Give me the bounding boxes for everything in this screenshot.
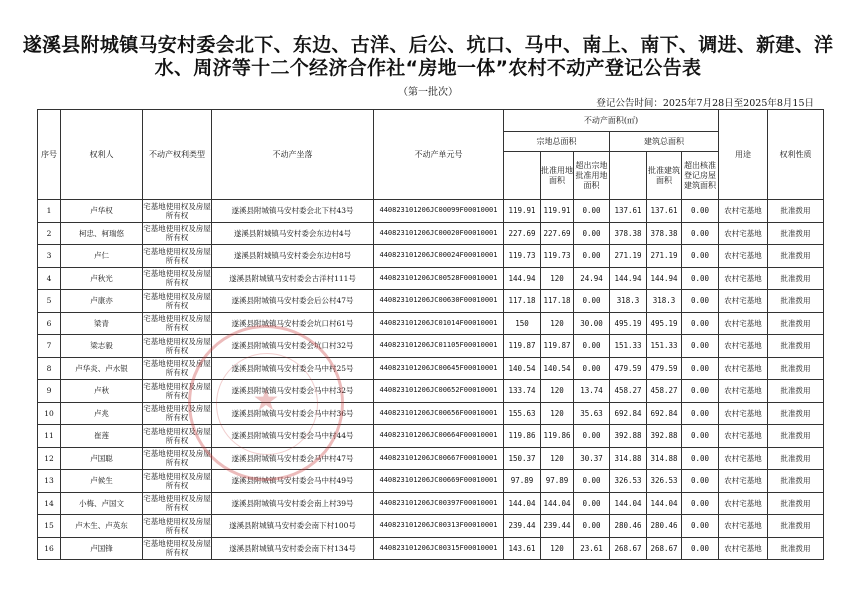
table-row xyxy=(38,492,824,515)
location-cell: 遂溪县附城镇马安村委会马中村25号 xyxy=(212,357,374,380)
land-approved-cell: 120 xyxy=(541,267,574,290)
nature-cell: 批准拨用 xyxy=(768,380,824,403)
land-excess-cell: 0.00 xyxy=(574,222,610,245)
right-type-cell: 宅基地使用权及房屋所有权 xyxy=(143,425,212,448)
land-excess-cell: 23.61 xyxy=(574,537,610,560)
land-approved-cell: 140.54 xyxy=(541,357,574,380)
land-excess-cell: 0.00 xyxy=(574,245,610,268)
unit-no-cell: 440823101206JC00630F00010001 xyxy=(374,290,504,313)
page-title-line-2: 水、周济等十二个经济合作社“房地一体”农村不动产登记公告表 xyxy=(154,57,702,79)
location-cell: 遂溪县附城镇马安村委会马中村32号 xyxy=(212,380,374,403)
table-row xyxy=(38,402,824,425)
building-area-cell: 392.88 xyxy=(610,425,647,448)
usage-cell: 农村宅基地 xyxy=(719,200,768,223)
seq-cell: 9 xyxy=(38,380,61,403)
usage-cell: 农村宅基地 xyxy=(719,267,768,290)
location-cell: 遂溪县附城镇马安村委会后公村47号 xyxy=(212,290,374,313)
building-area-cell: 314.88 xyxy=(610,447,647,470)
unit-no-cell: 440823101206JC01014F00010001 xyxy=(374,312,504,335)
location-cell: 遂溪县附城镇马安村委会马中村47号 xyxy=(212,447,374,470)
land-approved-cell: 120 xyxy=(541,447,574,470)
building-excess-cell: 0.00 xyxy=(682,335,719,358)
building-excess-cell: 0.00 xyxy=(682,312,719,335)
owner-cell: 卢木生、卢英东 xyxy=(61,515,143,538)
usage-cell: 农村宅基地 xyxy=(719,357,768,380)
land-approved-cell: 119.87 xyxy=(541,335,574,358)
right-type-cell: 宅基地使用权及房屋所有权 xyxy=(143,470,212,493)
seq-cell: 12 xyxy=(38,447,61,470)
building-area-cell: 144.04 xyxy=(610,492,647,515)
location-cell: 遂溪县附城镇马安村委会南下村100号 xyxy=(212,515,374,538)
header-usage: 用途 xyxy=(719,110,768,200)
owner-cell: 卢候生 xyxy=(61,470,143,493)
owner-cell: 卢仁 xyxy=(61,245,143,268)
building-area-cell: 479.59 xyxy=(610,357,647,380)
building-excess-cell: 0.00 xyxy=(682,222,719,245)
table-row xyxy=(38,222,824,245)
table-row xyxy=(38,267,824,290)
table-row xyxy=(38,537,824,560)
owner-cell: 卢兆 xyxy=(61,402,143,425)
usage-cell: 农村宅基地 xyxy=(719,312,768,335)
location-cell: 遂溪县附城镇马安村委会南下村134号 xyxy=(212,537,374,560)
seq-cell: 3 xyxy=(38,245,61,268)
land-area-cell: 119.87 xyxy=(504,335,541,358)
building-approved-cell: 280.46 xyxy=(647,515,682,538)
usage-cell: 农村宅基地 xyxy=(719,537,768,560)
nature-cell: 批准拨用 xyxy=(768,290,824,313)
usage-cell: 农村宅基地 xyxy=(719,380,768,403)
usage-cell: 农村宅基地 xyxy=(719,402,768,425)
land-excess-cell: 24.94 xyxy=(574,267,610,290)
building-approved-cell: 378.38 xyxy=(647,222,682,245)
unit-no-cell: 440823101206JC00313F00010001 xyxy=(374,515,504,538)
building-excess-cell: 0.00 xyxy=(682,200,719,223)
right-type-cell: 宅基地使用权及房屋所有权 xyxy=(143,492,212,515)
right-type-cell: 宅基地使用权及房屋所有权 xyxy=(143,447,212,470)
announcement-period: 登记公告时间：2025年7月28日至2025年8月15日 xyxy=(596,98,814,109)
unit-no-cell: 440823101206JC00397F00010001 xyxy=(374,492,504,515)
building-approved-cell: 144.94 xyxy=(647,267,682,290)
header-right-type: 不动产权利类型 xyxy=(143,110,212,200)
land-area-cell: 97.89 xyxy=(504,470,541,493)
land-area-cell: 150.37 xyxy=(504,447,541,470)
right-type-cell: 宅基地使用权及房屋所有权 xyxy=(143,402,212,425)
owner-cell: 卢秋光 xyxy=(61,267,143,290)
land-area-cell: 117.18 xyxy=(504,290,541,313)
building-area-cell: 692.84 xyxy=(610,402,647,425)
unit-no-cell: 440823101206JC00315F00010001 xyxy=(374,537,504,560)
seq-cell: 5 xyxy=(38,290,61,313)
building-area-cell: 326.53 xyxy=(610,470,647,493)
header-seq: 序号 xyxy=(38,110,61,200)
location-cell: 遂溪县附城镇马安村委会坑口村61号 xyxy=(212,312,374,335)
land-excess-cell: 0.00 xyxy=(574,335,610,358)
land-area-cell: 150 xyxy=(504,312,541,335)
unit-no-cell: 440823101206JC00020F00010001 xyxy=(374,222,504,245)
right-type-cell: 宅基地使用权及房屋所有权 xyxy=(143,290,212,313)
seq-cell: 1 xyxy=(38,200,61,223)
land-area-cell: 133.74 xyxy=(504,380,541,403)
land-excess-cell: 13.74 xyxy=(574,380,610,403)
land-approved-cell: 119.86 xyxy=(541,425,574,448)
seq-cell: 11 xyxy=(38,425,61,448)
unit-no-cell: 440823101206JC00669F00010001 xyxy=(374,470,504,493)
owner-cell: 卢国锋 xyxy=(61,537,143,560)
owner-cell: 柯忠、柯瑞悠 xyxy=(61,222,143,245)
owner-cell: 卢华炎、卢水银 xyxy=(61,357,143,380)
land-area-cell: 155.63 xyxy=(504,402,541,425)
land-approved-cell: 119.91 xyxy=(541,200,574,223)
building-excess-cell: 0.00 xyxy=(682,515,719,538)
table-row xyxy=(38,425,824,448)
owner-cell: 卢秋 xyxy=(61,380,143,403)
usage-cell: 农村宅基地 xyxy=(719,425,768,448)
right-type-cell: 宅基地使用权及房屋所有权 xyxy=(143,200,212,223)
right-type-cell: 宅基地使用权及房屋所有权 xyxy=(143,245,212,268)
land-area-cell: 119.86 xyxy=(504,425,541,448)
building-excess-cell: 0.00 xyxy=(682,290,719,313)
usage-cell: 农村宅基地 xyxy=(719,335,768,358)
land-excess-cell: 0.00 xyxy=(574,492,610,515)
right-type-cell: 宅基地使用权及房屋所有权 xyxy=(143,222,212,245)
building-excess-cell: 0.00 xyxy=(682,380,719,403)
land-excess-cell: 0.00 xyxy=(574,290,610,313)
usage-cell: 农村宅基地 xyxy=(719,515,768,538)
building-approved-cell: 692.84 xyxy=(647,402,682,425)
right-type-cell: 宅基地使用权及房屋所有权 xyxy=(143,380,212,403)
land-area-cell: 140.54 xyxy=(504,357,541,380)
land-area-cell: 119.73 xyxy=(504,245,541,268)
building-area-cell: 378.38 xyxy=(610,222,647,245)
seq-cell: 16 xyxy=(38,537,61,560)
building-approved-cell: 268.67 xyxy=(647,537,682,560)
nature-cell: 批准拨用 xyxy=(768,245,824,268)
owner-cell: 卢康亦 xyxy=(61,290,143,313)
land-approved-cell: 144.04 xyxy=(541,492,574,515)
building-approved-cell: 479.59 xyxy=(647,357,682,380)
land-excess-cell: 35.63 xyxy=(574,402,610,425)
building-approved-cell: 144.04 xyxy=(647,492,682,515)
owner-cell: 梁青 xyxy=(61,312,143,335)
header-building-group: 建筑总面积 xyxy=(610,132,719,152)
building-excess-cell: 0.00 xyxy=(682,492,719,515)
right-type-cell: 宅基地使用权及房屋所有权 xyxy=(143,537,212,560)
nature-cell: 批准拨用 xyxy=(768,515,824,538)
table-row xyxy=(38,200,824,223)
building-excess-cell: 0.00 xyxy=(682,447,719,470)
right-type-cell: 宅基地使用权及房屋所有权 xyxy=(143,515,212,538)
building-area-cell: 268.67 xyxy=(610,537,647,560)
header-nature: 权利性质 xyxy=(768,110,824,200)
unit-no-cell: 440823101206JC00656F00010001 xyxy=(374,402,504,425)
header-area-group: 不动产面积(㎡) xyxy=(504,110,719,132)
batch-subtitle: （第一批次） xyxy=(398,87,458,98)
owner-cell: 崔莲 xyxy=(61,425,143,448)
location-cell: 遂溪县附城镇马安村委会古洋村111号 xyxy=(212,267,374,290)
land-area-cell: 143.61 xyxy=(504,537,541,560)
unit-no-cell: 440823101206JC00528F00010001 xyxy=(374,267,504,290)
land-area-cell: 144.94 xyxy=(504,267,541,290)
table-row xyxy=(38,447,824,470)
building-approved-cell: 151.33 xyxy=(647,335,682,358)
unit-no-cell: 440823101206JC00652F00010001 xyxy=(374,380,504,403)
seq-cell: 14 xyxy=(38,492,61,515)
table-row xyxy=(38,470,824,493)
location-cell: 遂溪县附城镇马安村委会马中村49号 xyxy=(212,470,374,493)
owner-cell: 卢国聪 xyxy=(61,447,143,470)
building-area-cell: 144.94 xyxy=(610,267,647,290)
unit-no-cell: 440823101206JC00099F00010001 xyxy=(374,200,504,223)
location-cell: 遂溪县附城镇马安村委会坑口村32号 xyxy=(212,335,374,358)
owner-cell: 卢华权 xyxy=(61,200,143,223)
right-type-cell: 宅基地使用权及房屋所有权 xyxy=(143,312,212,335)
building-approved-cell: 314.88 xyxy=(647,447,682,470)
owner-cell: 小梅、卢国文 xyxy=(61,492,143,515)
usage-cell: 农村宅基地 xyxy=(719,245,768,268)
table-row xyxy=(38,515,824,538)
building-approved-cell: 458.27 xyxy=(647,380,682,403)
land-area-cell: 227.69 xyxy=(504,222,541,245)
header-location: 不动产坐落 xyxy=(212,110,374,200)
seq-cell: 6 xyxy=(38,312,61,335)
location-cell: 遂溪县附城镇马安村委会马中村36号 xyxy=(212,402,374,425)
building-area-cell: 495.19 xyxy=(610,312,647,335)
nature-cell: 批准拨用 xyxy=(768,492,824,515)
usage-cell: 农村宅基地 xyxy=(719,492,768,515)
land-approved-cell: 119.73 xyxy=(541,245,574,268)
unit-no-cell: 440823101206JC00645F00010001 xyxy=(374,357,504,380)
right-type-cell: 宅基地使用权及房屋所有权 xyxy=(143,267,212,290)
header-land-excess: 超出宗地批准用地面积 xyxy=(574,152,610,200)
land-approved-cell: 239.44 xyxy=(541,515,574,538)
building-excess-cell: 0.00 xyxy=(682,267,719,290)
table-row xyxy=(38,312,824,335)
owner-cell: 梁志毅 xyxy=(61,335,143,358)
building-excess-cell: 0.00 xyxy=(682,537,719,560)
location-cell: 遂溪县附城镇马安村委会马中村44号 xyxy=(212,425,374,448)
seq-cell: 7 xyxy=(38,335,61,358)
table-row xyxy=(38,357,824,380)
land-excess-cell: 0.00 xyxy=(574,515,610,538)
nature-cell: 批准拨用 xyxy=(768,537,824,560)
seq-cell: 13 xyxy=(38,470,61,493)
right-type-cell: 宅基地使用权及房屋所有权 xyxy=(143,335,212,358)
location-cell: 遂溪县附城镇马安村委会东边村4号 xyxy=(212,222,374,245)
official-seal: ★ xyxy=(188,325,344,481)
land-area-cell: 144.04 xyxy=(504,492,541,515)
land-approved-cell: 117.18 xyxy=(541,290,574,313)
land-excess-cell: 0.00 xyxy=(574,200,610,223)
registration-table xyxy=(37,109,824,560)
building-area-cell: 137.61 xyxy=(610,200,647,223)
header-unit-no: 不动产单元号 xyxy=(374,110,504,200)
header-owner: 权利人 xyxy=(61,110,143,200)
building-approved-cell: 137.61 xyxy=(647,200,682,223)
building-area-cell: 271.19 xyxy=(610,245,647,268)
building-approved-cell: 318.3 xyxy=(647,290,682,313)
land-approved-cell: 120 xyxy=(541,312,574,335)
building-approved-cell: 326.53 xyxy=(647,470,682,493)
building-excess-cell: 0.00 xyxy=(682,425,719,448)
seq-cell: 2 xyxy=(38,222,61,245)
building-approved-cell: 392.88 xyxy=(647,425,682,448)
building-excess-cell: 0.00 xyxy=(682,470,719,493)
location-cell: 遂溪县附城镇马安村委会东边村8号 xyxy=(212,245,374,268)
nature-cell: 批准拨用 xyxy=(768,447,824,470)
land-excess-cell: 0.00 xyxy=(574,470,610,493)
land-area-cell: 239.44 xyxy=(504,515,541,538)
building-area-cell: 318.3 xyxy=(610,290,647,313)
land-approved-cell: 120 xyxy=(541,380,574,403)
seq-cell: 8 xyxy=(38,357,61,380)
header-land-group: 宗地总面积 xyxy=(504,132,610,152)
header-building-approved: 批准建筑面积 xyxy=(647,152,682,200)
nature-cell: 批准拨用 xyxy=(768,402,824,425)
right-type-cell: 宅基地使用权及房屋所有权 xyxy=(143,357,212,380)
nature-cell: 批准拨用 xyxy=(768,267,824,290)
land-excess-cell: 30.37 xyxy=(574,447,610,470)
table-row xyxy=(38,380,824,403)
table-row xyxy=(38,290,824,313)
building-approved-cell: 271.19 xyxy=(647,245,682,268)
nature-cell: 批准拨用 xyxy=(768,357,824,380)
land-excess-cell: 0.00 xyxy=(574,357,610,380)
nature-cell: 批准拨用 xyxy=(768,425,824,448)
nature-cell: 批准拨用 xyxy=(768,222,824,245)
location-cell: 遂溪县附城镇马安村委会北下村43号 xyxy=(212,200,374,223)
land-excess-cell: 30.00 xyxy=(574,312,610,335)
building-approved-cell: 495.19 xyxy=(647,312,682,335)
usage-cell: 农村宅基地 xyxy=(719,447,768,470)
land-excess-cell: 0.00 xyxy=(574,425,610,448)
seq-cell: 15 xyxy=(38,515,61,538)
land-approved-cell: 227.69 xyxy=(541,222,574,245)
unit-no-cell: 440823101206JC00664F00010001 xyxy=(374,425,504,448)
land-area-cell: 119.91 xyxy=(504,200,541,223)
usage-cell: 农村宅基地 xyxy=(719,470,768,493)
nature-cell: 批准拨用 xyxy=(768,470,824,493)
unit-no-cell: 440823101206JC00024F00010001 xyxy=(374,245,504,268)
nature-cell: 批准拨用 xyxy=(768,200,824,223)
header-building-excess: 超出核准登记房屋建筑面积 xyxy=(682,152,719,200)
table-row xyxy=(38,335,824,358)
location-cell: 遂溪县附城镇马安村委会南上村39号 xyxy=(212,492,374,515)
header-land-approved: 批准用地面积 xyxy=(541,152,574,200)
seq-cell: 4 xyxy=(38,267,61,290)
building-area-cell: 151.33 xyxy=(610,335,647,358)
table-row xyxy=(38,245,824,268)
seq-cell: 10 xyxy=(38,402,61,425)
building-area-cell: 280.46 xyxy=(610,515,647,538)
usage-cell: 农村宅基地 xyxy=(719,222,768,245)
building-excess-cell: 0.00 xyxy=(682,357,719,380)
land-approved-cell: 120 xyxy=(541,537,574,560)
land-approved-cell: 97.89 xyxy=(541,470,574,493)
unit-no-cell: 440823101206JC00667F00010001 xyxy=(374,447,504,470)
building-area-cell: 458.27 xyxy=(610,380,647,403)
nature-cell: 批准拨用 xyxy=(768,335,824,358)
nature-cell: 批准拨用 xyxy=(768,312,824,335)
unit-no-cell: 440823101206JC01105F00010001 xyxy=(374,335,504,358)
building-excess-cell: 0.00 xyxy=(682,402,719,425)
page-title-line-1: 遂溪县附城镇马安村委会北下、东边、古洋、后公、坑口、马中、南上、南下、调进、新建、洋 xyxy=(22,34,834,56)
land-approved-cell: 120 xyxy=(541,402,574,425)
building-excess-cell: 0.00 xyxy=(682,245,719,268)
usage-cell: 农村宅基地 xyxy=(719,290,768,313)
